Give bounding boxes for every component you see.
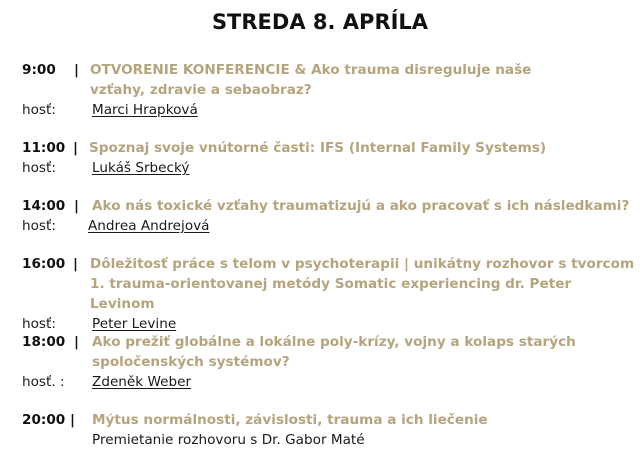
separator: | bbox=[74, 62, 79, 78]
guest-label: hosť: bbox=[22, 102, 56, 118]
schedule-item bbox=[22, 60, 632, 120]
guest-row bbox=[22, 314, 632, 334]
session-time: 18:00 bbox=[22, 334, 66, 350]
guest-label: hosť: bbox=[22, 160, 56, 176]
session-time: 14:00 bbox=[22, 198, 66, 214]
session-title: Ako prežiť globálne a lokálne poly-krízy, vojny a kolaps starých spoločenských systémov? bbox=[92, 334, 576, 370]
schedule-item bbox=[22, 332, 632, 392]
session-title: Dôležitosť práce s telom v psychoterapii | unikátny rozhovor s tvorcom 1. trauma-orientovanej metódy Somatic experiencing dr. Peter Levinom bbox=[90, 256, 635, 312]
session-title: Ako nás toxické vzťahy traumatizujú a ako pracovať s ich následkami? bbox=[92, 198, 630, 214]
guest-row bbox=[22, 158, 632, 178]
session-time: 20:00 bbox=[22, 412, 66, 428]
schedule-item bbox=[22, 254, 635, 334]
separator: | bbox=[74, 198, 79, 214]
separator: | bbox=[74, 334, 79, 350]
guest-name[interactable]: Peter Levine bbox=[92, 316, 177, 332]
guest-name[interactable]: Marci Hrapková bbox=[92, 102, 198, 118]
guest-name[interactable]: Lukáš Srbecký bbox=[92, 160, 190, 176]
session-subtitle: Premietanie rozhovoru s Dr. Gabor Maté bbox=[92, 432, 365, 448]
separator: | bbox=[73, 140, 78, 156]
session-title: Spoznaj svoje vnútorné časti: IFS (Internal Family Systems) bbox=[89, 140, 547, 156]
session-time: 16:00 bbox=[22, 256, 66, 272]
guest-name[interactable]: Andrea Andrejová bbox=[88, 218, 210, 234]
guest-row bbox=[22, 216, 632, 236]
schedule-item bbox=[22, 138, 632, 178]
session-time: 11:00 bbox=[22, 140, 66, 156]
guest-row bbox=[22, 100, 632, 120]
session-row bbox=[22, 138, 632, 158]
guest-name[interactable]: Zdeněk Weber bbox=[92, 374, 192, 390]
separator: | bbox=[70, 412, 75, 428]
page-title: STREDA 8. APRÍLA bbox=[211, 10, 429, 34]
session-row bbox=[22, 332, 632, 372]
separator: | bbox=[73, 256, 78, 272]
session-title: OTVORENIE KONFERENCIE & Ako trauma disreguluje naše vzťahy, zdravie a sebaobraz? bbox=[90, 62, 532, 98]
session-row bbox=[22, 196, 632, 216]
session-time: 9:00 bbox=[22, 62, 56, 78]
guest-label: hosť: bbox=[22, 218, 56, 234]
session-title: Mýtus normálnosti, závislosti, trauma a ich liečenie bbox=[92, 412, 488, 428]
session-row bbox=[22, 254, 635, 314]
session-row bbox=[22, 410, 632, 450]
schedule-item bbox=[22, 196, 632, 236]
guest-row bbox=[22, 372, 632, 392]
guest-label: hosť: bbox=[22, 316, 56, 332]
schedule-item bbox=[22, 410, 632, 450]
guest-label: hosť. : bbox=[22, 374, 65, 390]
session-row bbox=[22, 60, 632, 100]
